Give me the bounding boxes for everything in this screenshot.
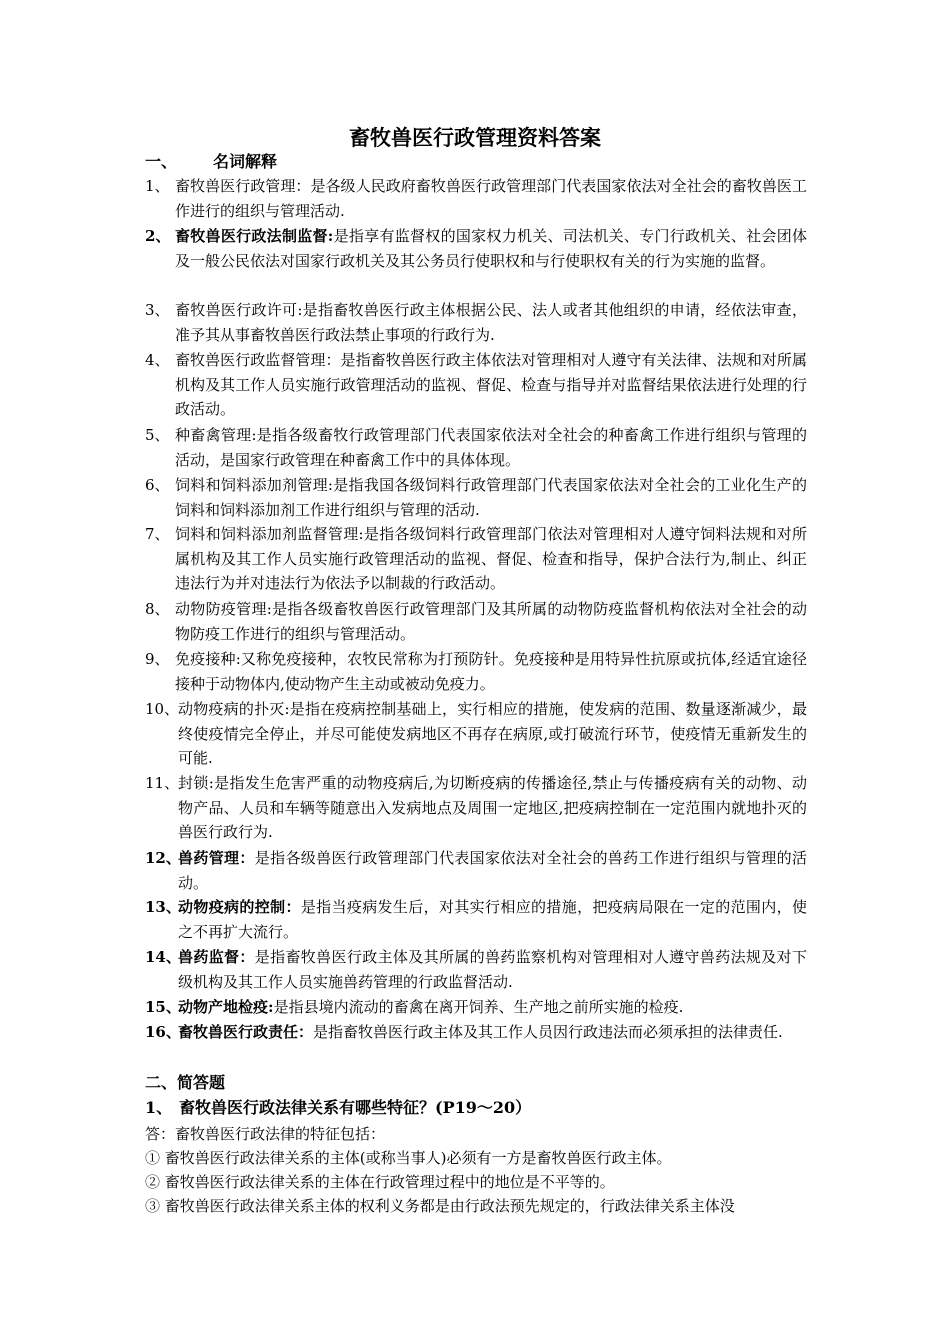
item-term: 畜牧兽医行政责任 (178, 1023, 299, 1041)
item-body (178, 697, 807, 771)
item-number: 14、 (145, 948, 181, 966)
item-separator: : (327, 227, 334, 245)
item-definition: 是指我国各级饲料行政管理部门代表国家依法对全社会的工业化生产的饲料和饲料添加剂工作进行组织与管理的活动. (175, 476, 807, 519)
item-body (178, 995, 807, 1020)
term-item (145, 473, 807, 522)
answer-line: ① 畜牧兽医行政法律关系的主体(或称当事人)必须有一方是畜牧兽医行政主体。 (145, 1149, 672, 1167)
section-label: 名词解释 (213, 152, 278, 171)
page-title: 畜牧兽医行政管理资料答案 (349, 125, 601, 150)
item-definition: 又称免疫接种，农牧民常称为打预防针。免疫接种是用特异性抗原或抗体,经适宜途径接种于动物体内,使动物产生主动或被动免疫力。 (175, 650, 807, 693)
item-body (175, 647, 807, 696)
item-number: 13、 (145, 898, 181, 916)
item-definition: 是指县境内流动的畜禽在离开饲养、生产地之前所实施的检疫. (273, 998, 684, 1016)
item-body (175, 473, 807, 522)
term-item (145, 522, 807, 596)
item-number: 10、 (145, 700, 180, 718)
item-separator: ： (298, 1023, 314, 1041)
item-separator: : (235, 650, 241, 668)
item-number: 6、 (145, 476, 170, 494)
item-separator: : (208, 774, 214, 792)
section-number: 一、 (145, 152, 178, 171)
section-heading-short-answer: 二、简答题 (145, 1073, 226, 1092)
item-definition: 是指各级饲料行政管理部门依法对管理相对人遵守饲料法规和对所属机构及其工作人员实施行政管理活动的监视、督促、检查和指导，保护合法行为,制止、纠正违法行为并对违法行为依法予以制裁的行政活动。 (175, 525, 807, 593)
item-number: 11、 (145, 774, 180, 792)
item-definition: 是指畜牧兽医行政主体根据公民、法人或者其他组织的申请，经依法审查，准予其从事畜牧兽医行政法禁止事项的行政行为. (175, 301, 807, 344)
term-item (145, 1020, 807, 1045)
item-body (178, 945, 807, 994)
item-term: 动物疫病的扑灭 (178, 700, 285, 718)
term-item (145, 597, 807, 646)
term-item (145, 423, 807, 472)
item-number: 9、 (145, 650, 170, 668)
item-separator: ： (325, 351, 341, 369)
item-definition: 是指各级畜牧兽医行政管理部门及其所属的动物防疫监督机构依法对全社会的动物防疫工作进行的组织与管理活动。 (175, 600, 807, 643)
term-item (145, 771, 807, 845)
section-heading-terms (145, 150, 277, 174)
item-term: 动物疫病的控制 (178, 898, 286, 916)
item-term: 畜牧兽医行政法制监督 (175, 227, 328, 245)
item-definition: 是指享有监督权的国家权力机关、司法机关、专门行政机关、社会团体及一般公民依法对国家行政机关及其公务员行使职权和与行使职权有关的行为实施的监督。 (175, 227, 807, 270)
term-item (145, 945, 807, 994)
question-1 (145, 1096, 531, 1120)
item-separator: : (327, 476, 333, 494)
item-body (175, 348, 807, 422)
answer-line: 答：畜牧兽医行政法律的特征包括： (145, 1125, 386, 1143)
term-item (145, 348, 807, 422)
item-number: 12、 (145, 849, 181, 867)
item-definition: 是指畜牧兽医行政主体及其工作人员因行政违法而必须承担的法律责任. (313, 1023, 783, 1041)
term-item (145, 846, 807, 895)
item-separator: ： (239, 948, 255, 966)
item-separator: : (268, 998, 274, 1016)
item-definition: 是指各级畜牧行政管理部门代表国家依法对全社会的种畜禽工作进行组织与管理的活动，是国家行政管理在种畜禽工作中的具体体现。 (175, 426, 807, 469)
item-separator: : (266, 600, 272, 618)
item-separator: ： (285, 898, 301, 916)
answer-line: ② 畜牧兽医行政法律关系的主体在行政管理过程中的地位是不平等的。 (145, 1173, 615, 1191)
term-item (145, 174, 807, 223)
item-term: 动物产地检疫 (178, 998, 269, 1016)
term-item (145, 995, 807, 1020)
item-body (175, 423, 807, 472)
item-number: 2、 (145, 227, 171, 245)
item-number: 3、 (145, 301, 170, 319)
item-body (178, 895, 807, 944)
item-separator: : (358, 525, 364, 543)
item-separator: : (251, 426, 257, 444)
item-term: 畜牧兽医行政许可 (175, 301, 298, 319)
item-number: 7、 (145, 525, 170, 543)
item-body (178, 771, 807, 845)
item-definition: 是各级人民政府畜牧兽医行政管理部门代表国家依法对全社会的畜牧兽医工作进行的组织与管理活动. (175, 177, 807, 220)
question-text: 畜牧兽医行政法律关系有哪些特征？(P19～20） (179, 1098, 532, 1117)
item-term: 畜牧兽医行政监督管理 (175, 351, 326, 369)
item-term: 饲料和饲料添加剂管理 (175, 476, 328, 494)
term-item (145, 697, 807, 771)
item-term: 兽药管理 (178, 849, 240, 867)
item-number: 16、 (145, 1023, 181, 1041)
term-item (145, 298, 807, 347)
item-body (175, 522, 807, 596)
item-definition: 是指畜牧兽医行政主体及其所属的兽药监察机构对管理相对人遵守兽药法规及对下级机构及其工作人员实施兽药管理的行政监督活动. (178, 948, 807, 991)
item-term: 种畜禽管理 (175, 426, 252, 444)
item-number: 15、 (145, 998, 181, 1016)
item-number: 5、 (145, 426, 170, 444)
answer-line: ③ 畜牧兽医行政法律关系主体的权利义务都是由行政法预先规定的，行政法律关系主体没 (145, 1197, 735, 1215)
term-item (145, 895, 807, 944)
item-term: 兽药监督 (178, 948, 240, 966)
item-definition: 是指发生危害严重的动物疫病后,为切断疫病的传播途径,禁止与传播疫病有关的动物、动物产品、人员和车辆等随意出入发病地点及周围一定地区,把疫病控制在一定范围内就地扑灭的兽医行政行为. (178, 774, 807, 842)
item-separator: ： (239, 849, 255, 867)
item-number: 8、 (145, 600, 170, 618)
item-body (175, 174, 807, 223)
question-number: 1、 (145, 1098, 173, 1117)
item-body (178, 846, 807, 895)
item-term: 免疫接种 (175, 650, 236, 668)
item-term: 动物防疫管理 (175, 600, 267, 618)
item-separator: ： (295, 177, 311, 195)
item-term: 封锁 (178, 774, 209, 792)
term-item (145, 647, 807, 696)
item-body (175, 224, 807, 273)
item-term: 畜牧兽医行政管理 (175, 177, 296, 195)
item-separator: : (297, 301, 303, 319)
item-number: 4、 (145, 351, 170, 369)
item-definition: 是指各级兽医行政管理部门代表国家依法对全社会的兽药工作进行组织与管理的活动。 (178, 849, 807, 892)
item-body (175, 597, 807, 646)
item-definition: 是指当疫病发生后，对其实行相应的措施，把疫病局限在一定的范围内，使之不再扩大流行。 (178, 898, 807, 941)
item-separator: : (284, 700, 290, 718)
term-item (145, 224, 807, 273)
item-body (175, 298, 807, 347)
item-definition: 是指在疫病控制基础上，实行相应的措施，使发病的范围、数量逐渐减少，最终使疫情完全停止，并尽可能使发病地区不再存在病原,或打破流行环节，使疫情无重新发生的可能. (178, 700, 807, 768)
item-number: 1、 (145, 177, 170, 195)
item-term: 饲料和饲料添加剂监督管理 (175, 525, 359, 543)
item-definition: 是指畜牧兽医行政主体依法对管理相对人遵守有关法律、法规和对所属机构及其工作人员实施行政管理活动的监视、督促、检查与指导并对监督结果依法进行处理的行政活动。 (175, 351, 807, 419)
item-body (178, 1020, 807, 1045)
